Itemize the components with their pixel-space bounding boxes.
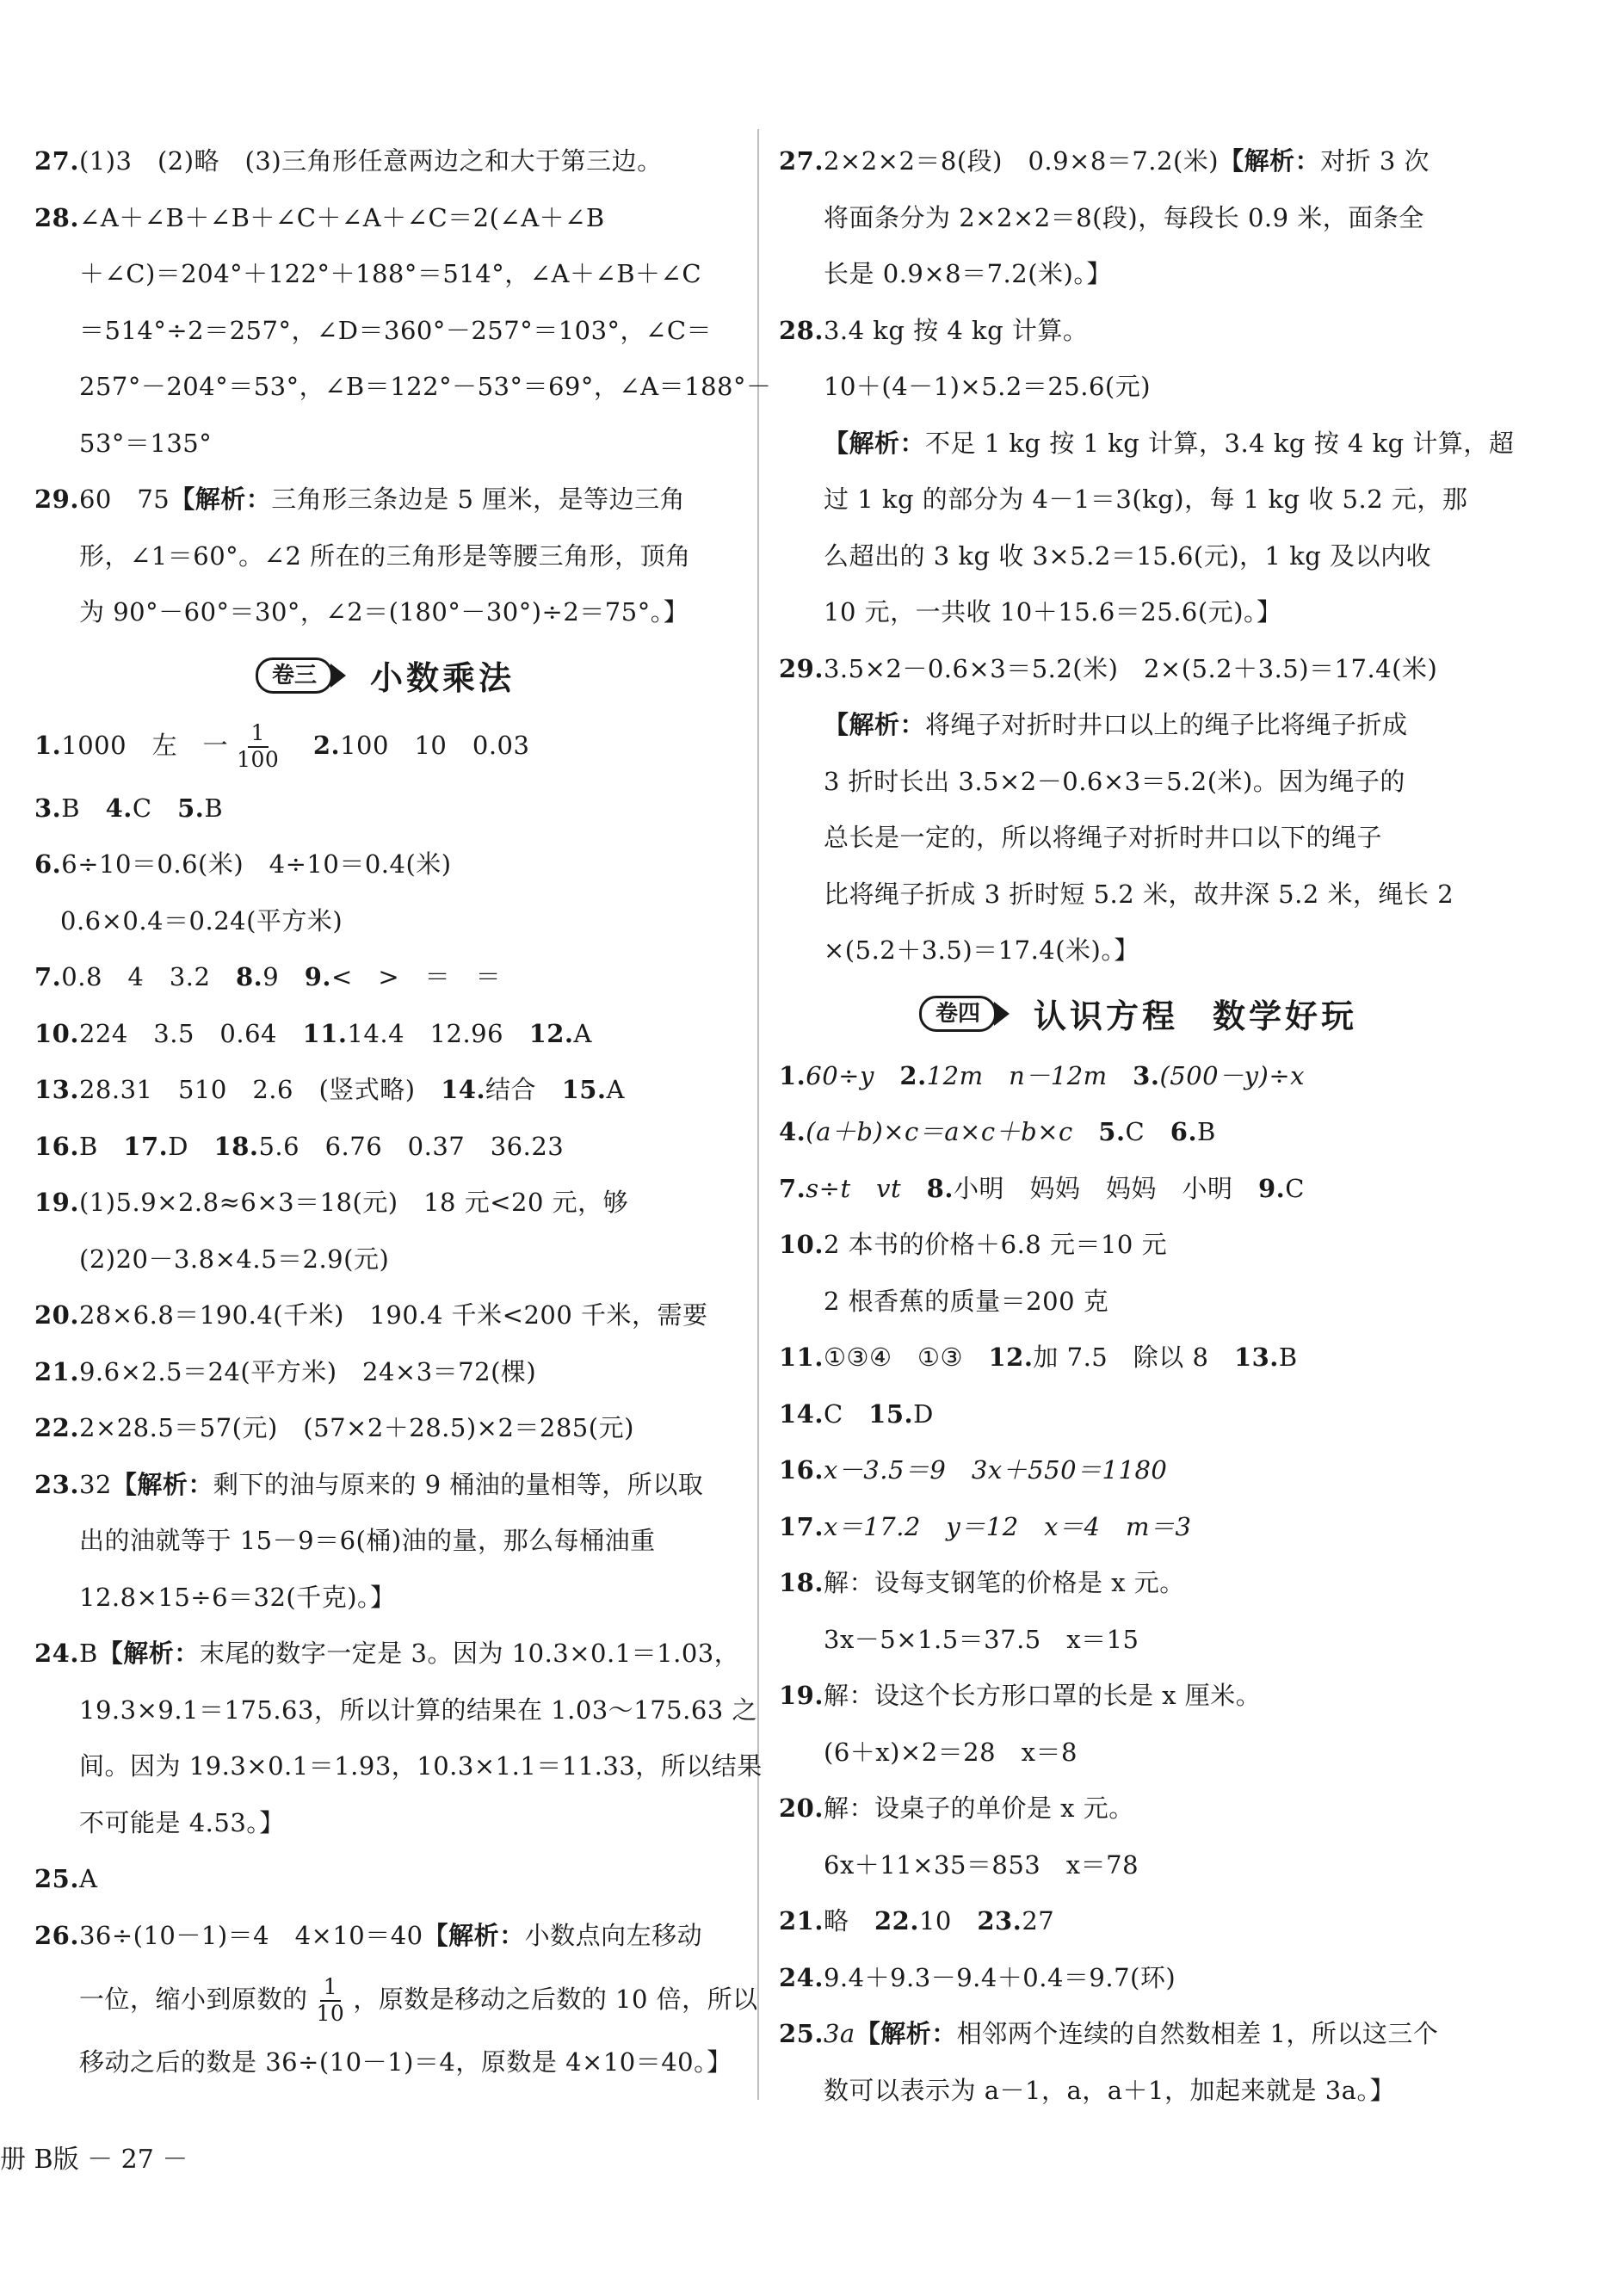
answer-24-line: 不可能是 4.53。】 [79, 1807, 285, 1837]
answer-1-3: 1.60÷y 2.12m n－12m 3.(500－y)÷x [779, 1060, 1305, 1090]
answer-19: 19.(1)5.9×2.8≈6×3＝18(元) 18 元<20 元，够 [34, 1188, 629, 1217]
answer-4-6: 4.(a＋b)×c＝a×c＋b×c 5.C 6.B [779, 1117, 1216, 1146]
answer-23-line: 12.8×15÷6＝32(千克)。】 [79, 1582, 396, 1612]
answer-16: 16.x－3.5＝9 3x＋550＝1180 [779, 1455, 1168, 1485]
answer-28-line: 10 元，一共收 10＋15.6＝25.6(元)。】 [824, 597, 1282, 627]
answer-28: 28.∠A＋∠B＋∠B＋∠C＋∠A＋∠C＝2(∠A＋∠B [34, 202, 605, 232]
answer-6: 6.6÷10＝0.6(米) 4÷10＝0.4(米) [34, 849, 452, 879]
answer-10-line: 2 根香蕉的质量＝200 克 [824, 1286, 1109, 1316]
answer-1-2: 1.1000 左 一 $\frac{1}{100}$ 2.100 10 0.03 [34, 719, 530, 772]
answer-21-23: 21.略 22.10 23.27 [779, 1906, 1055, 1935]
answer-29-line: 形，∠1＝60°。∠2 所在的三角形是等腰三角形，顶角 [79, 540, 691, 571]
answer-24-line: 间。因为 19.3×0.1＝1.93，10.3×1.1＝11.33，所以结果 [79, 1751, 763, 1781]
left-column [34, 133, 772, 2091]
answer-10: 10.2 本书的价格＋6.8 元＝10 元 [779, 1230, 1168, 1259]
answer-22: 22.2×28.5＝57(元) (57×2＋28.5)×2＝285(元) [34, 1413, 634, 1442]
answer-23-line: 出的油就等于 15－9＝6(桶)油的量，那么每桶油重 [79, 1526, 656, 1555]
answer-7-9: 7.0.8 4 3.2 8.9 9.< > ＝ ＝ [34, 962, 502, 991]
answer-28-line: ＋∠C)＝204°＋122°＋188°＝514°，∠A＋∠B＋∠C [79, 259, 702, 288]
answer-28-line: 过 1 kg 的部分为 4－1＝3(kg)，每 1 kg 收 5.2 元，那 [824, 485, 1468, 514]
arrow-icon [330, 664, 346, 688]
answer-25: 25.A [34, 1864, 98, 1893]
answer-19-line: (2)20－3.8×4.5＝2.9(元) [79, 1244, 390, 1274]
fraction: $\frac{1}{10}$ [316, 1974, 345, 2026]
answer-24: 24.9.4＋9.3－9.4＋0.4＝9.7(环) [779, 1962, 1176, 1992]
answer-17: 17.x＝17.2 y＝12 x＝4 m＝3 [779, 1511, 1192, 1541]
fraction: $\frac{1}{100}$ [237, 719, 280, 772]
answer-29-line: 为 90°－60°＝30°，∠2＝(180°－30°)÷2＝75°。】 [79, 597, 689, 627]
answer-24: 24.B【解析：末尾的数字一定是 3。因为 10.3×0.1＝1.03， [34, 1639, 740, 1668]
answer-28-line: ＝514°÷2＝257°，∠D＝360°－257°＝103°，∠C＝ [79, 315, 713, 345]
section-header-4 [779, 979, 1497, 1048]
answer-20-line: 6x＋11×35＝853 x＝78 [824, 1849, 1139, 1880]
column-divider [757, 129, 759, 2100]
answer-28: 28.3.4 kg 按 4 kg 计算。 [779, 315, 1089, 345]
answer-23: 23.32【解析：剩下的油与原来的 9 桶油的量相等，所以取 [34, 1469, 704, 1499]
answer-16-18: 16.B 17.D 18.5.6 6.76 0.37 36.23 [34, 1131, 565, 1161]
answer-14-15: 14.C 15.D [779, 1398, 934, 1429]
answer-29: 29.60 75【解析：三角形三条边是 5 厘米，是等边三角 [34, 485, 686, 514]
answer-18-line: 3x－5×1.5＝37.5 x＝15 [824, 1624, 1139, 1654]
right-column [779, 133, 1515, 2119]
answer-29-line: 【解析：将绳子对折时井口以上的绳子比将绳子折成 [824, 710, 1408, 739]
answer-29: 29.3.5×2－0.6×3＝5.2(米) 2×(5.2＋3.5)＝17.4(米) [779, 653, 1438, 683]
answer-28-line: 【解析：不足 1 kg 按 1 kg 计算，3.4 kg 按 4 kg 计算，超 [824, 428, 1515, 458]
answer-25-line: 数可以表示为 a－1，a，a＋1，加起来就是 3a。】 [824, 2075, 1395, 2105]
answer-29-line: ×(5.2＋3.5)＝17.4(米)。】 [824, 935, 1139, 965]
section-header-3 [34, 641, 736, 710]
section-title: 认识方程 数学好玩 [1033, 997, 1358, 1035]
answer-26: 26.36÷(10－1)＝4 4×10＝40【解析：小数点向左移动 [34, 1920, 703, 1950]
section-title: 小数乘法 [370, 659, 516, 697]
answer-7-9: 7.s÷t vt 8.小明 妈妈 妈妈 小明 9.C [779, 1173, 1305, 1203]
arrow-icon [994, 1002, 1010, 1026]
answer-6-line: 0.6×0.4＝0.24(平方米) [60, 905, 343, 935]
answer-18: 18.解：设每支钢笔的价格是 x 元。 [779, 1568, 1185, 1597]
answer-27-line: 长是 0.9×8＝7.2(米)。】 [824, 259, 1112, 288]
answer-19: 19.解：设这个长方形口罩的长是 x 厘米。 [779, 1681, 1262, 1710]
answer-28-line: 257°－204°＝53°，∠B＝122°－53°＝69°，∠A＝188°－ [79, 372, 772, 401]
answer-27-line: 将面条分为 2×2×2＝8(段)，每段长 0.9 米，面条全 [824, 202, 1424, 232]
answer-24-line: 19.3×9.1＝175.63，所以计算的结果在 1.03～175.63 之 [79, 1695, 757, 1725]
answer-20: 20.28×6.8＝190.4(千米) 190.4 千米<200 千米，需要 [34, 1300, 708, 1330]
answer-26-line: 一位，缩小到原数的 $\frac{1}{10}$ ，原数是移动之后数的 10 倍，所以 [79, 1974, 758, 2026]
answer-3-5: 3.B 4.C 5.B [34, 793, 224, 823]
answer-21: 21.9.6×2.5＝24(平方米) 24×3＝72(棵) [34, 1356, 537, 1386]
answer-28-line: 么超出的 3 kg 收 3×5.2＝15.6(元)，1 kg 及以内收 [824, 540, 1432, 571]
answer-13-15: 13.28.31 510 2.6 (竖式略) 14.结合 15.A [34, 1075, 625, 1104]
page-footer: 册 B版 － 27 － [0, 2145, 188, 2175]
answer-10-12: 10.224 3.5 0.64 11.14.4 12.96 12.A [34, 1018, 592, 1048]
answer-28-line: 53°＝135° [79, 428, 213, 458]
answer-25: 25.3a【解析：相邻两个连续的自然数相差 1，所以这三个 [779, 2019, 1439, 2048]
answer-27: 27.2×2×2＝8(段) 0.9×8＝7.2(米)【解析：对折 3 次 [779, 146, 1430, 176]
answer-29-line: 总长是一定的，所以将绳子对折时井口以下的绳子 [824, 823, 1383, 852]
answer-20: 20.解：设桌子的单价是 x 元。 [779, 1793, 1134, 1823]
section-tag: 卷三 [256, 658, 346, 693]
answer-26-line: 移动之后的数是 36÷(10－1)＝4，原数是 4×10＝40。】 [79, 2047, 732, 2077]
answer-27: 27.(1)3 (2)略 (3)三角形任意两边之和大于第三边。 [34, 146, 663, 176]
answer-28-line: 10＋(4－1)×5.2＝25.6(元) [824, 372, 1152, 401]
answer-11-13: 11.①③④ ①③ 12.加 7.5 除以 8 13.B [779, 1343, 1298, 1372]
answer-29-line: 比将绳子折成 3 折时短 5.2 米，故井深 5.2 米，绳长 2 [824, 879, 1454, 909]
answer-19-line: (6＋x)×2＝28 x＝8 [824, 1737, 1078, 1767]
answer-29-line: 3 折时长出 3.5×2－0.6×3＝5.2(米)。因为绳子的 [824, 766, 1405, 796]
section-tag: 卷四 [919, 997, 1010, 1031]
